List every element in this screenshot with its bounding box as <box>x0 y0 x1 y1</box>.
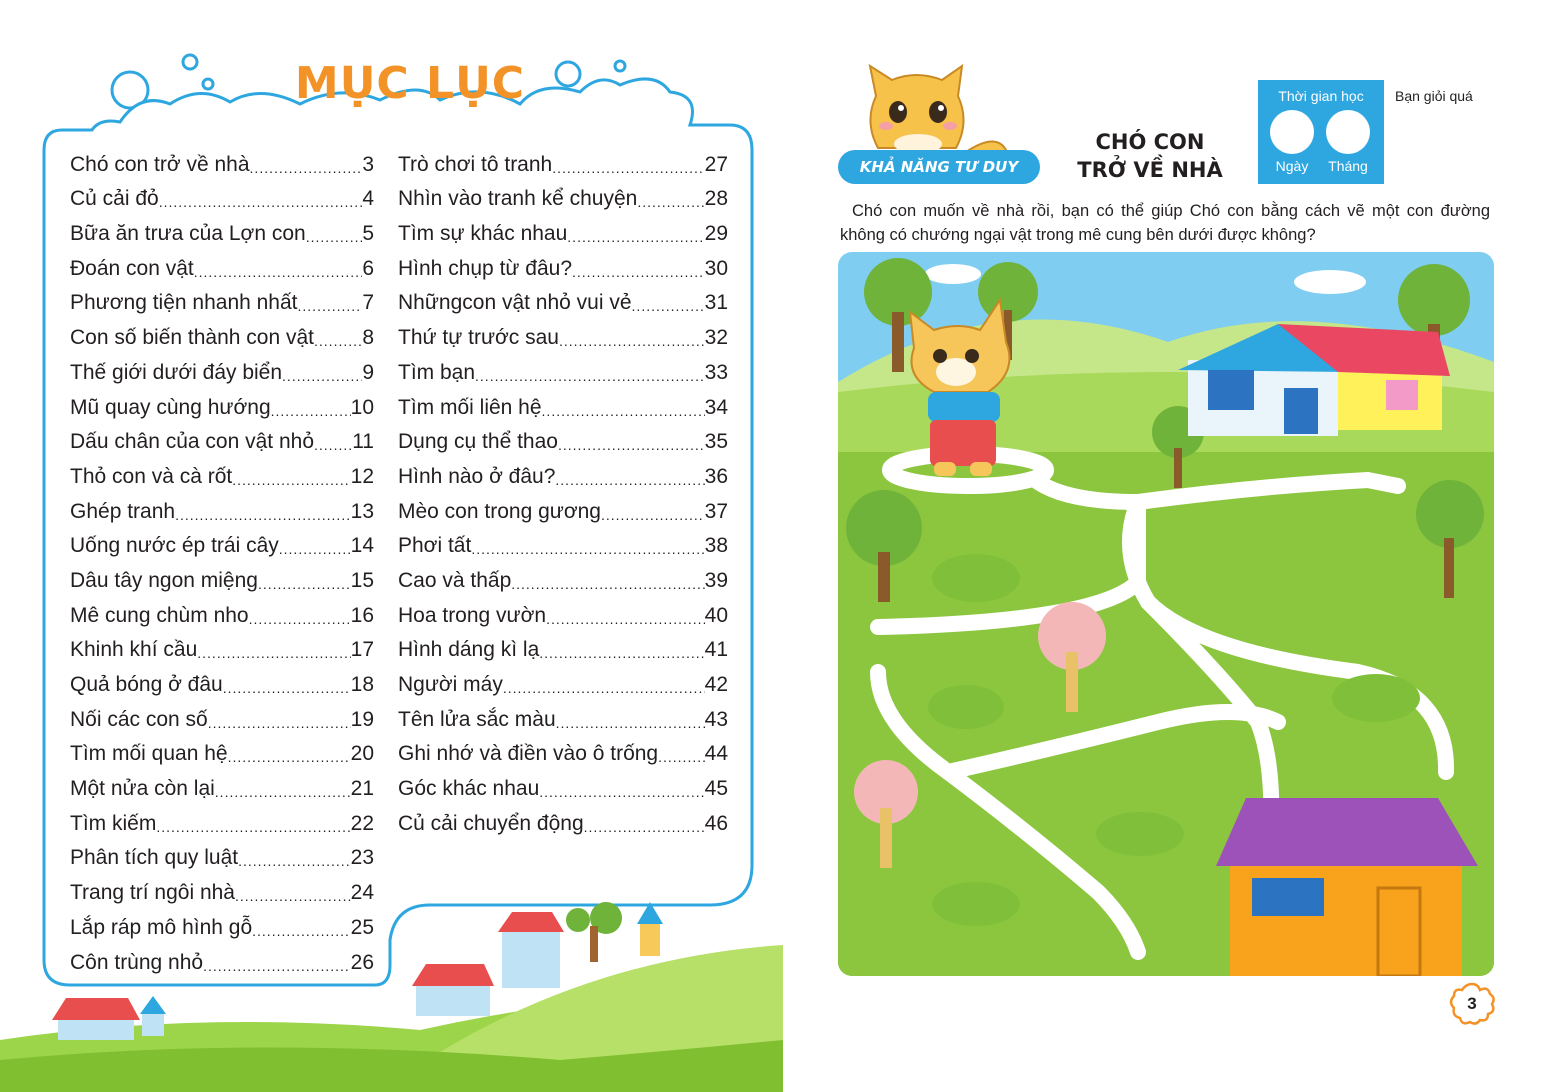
toc-entry-title: Góc khác nhau <box>398 777 540 801</box>
toc-entry-page: 46 <box>704 811 728 835</box>
toc-entry-page: 25 <box>350 915 374 939</box>
toc-leader-dots <box>471 540 704 558</box>
toc-leader-dots <box>601 506 705 524</box>
toc-entry-page: 38 <box>704 534 728 558</box>
toc-leader-dots <box>552 159 704 177</box>
toc-entry <box>70 801 374 836</box>
toc-entry-page: 30 <box>704 256 728 280</box>
toc-entry-page: 31 <box>704 291 728 315</box>
toc-entry-title: Trang trí ngôi nhà <box>70 881 235 905</box>
toc-leader-dots <box>556 714 705 732</box>
toc-entry <box>70 315 374 350</box>
toc-leader-dots <box>238 852 351 870</box>
toc-entry-title: Khinh khí cầu <box>70 638 198 662</box>
toc-entry <box>398 350 728 385</box>
toc-entry-title: Nhữngcon vật nhỏ vui vẻ <box>398 291 632 315</box>
toc-entry <box>398 211 728 246</box>
day-circle[interactable] <box>1270 110 1314 154</box>
toc-entry-title: Hoa trong vườn <box>398 603 547 627</box>
toc-entry-page: 8 <box>362 326 374 350</box>
toc-entry-title: Mũ quay cùng hướng <box>70 395 271 419</box>
toc-entry <box>398 177 728 212</box>
toc-entry <box>398 766 728 801</box>
toc-entry <box>70 766 374 801</box>
toc-entry-title: Thỏ con và cà rốt <box>70 464 233 488</box>
toc-entry <box>70 142 374 177</box>
toc-entry-page: 39 <box>704 568 728 592</box>
toc-leader-dots <box>542 402 705 420</box>
toc-entry-title: Tìm kiếm <box>70 811 157 835</box>
toc-leader-dots <box>298 297 363 315</box>
toc-entry-title: Hình chụp từ đâu? <box>398 256 573 280</box>
toc-entry <box>70 350 374 385</box>
toc-entry-page: 19 <box>350 707 374 731</box>
toc-leader-dots <box>235 887 351 905</box>
toc-entry-page: 5 <box>362 222 374 246</box>
toc-entry-page: 9 <box>362 360 374 384</box>
toc-leader-dots <box>215 783 351 801</box>
toc-entry <box>70 836 374 871</box>
toc-leader-dots <box>159 193 363 211</box>
toc-entry <box>398 489 728 524</box>
toc-leader-dots <box>258 575 351 593</box>
toc-column-1 <box>70 142 374 975</box>
toc-entry <box>398 281 728 316</box>
toc-leader-dots <box>271 402 351 420</box>
toc-entry <box>398 662 728 697</box>
toc-entry <box>398 454 728 489</box>
toc-entry-page: 35 <box>704 430 728 454</box>
toc-leader-dots <box>249 610 351 628</box>
toc-entry-page: 40 <box>704 603 728 627</box>
toc-entry-title: Người máy <box>398 673 503 696</box>
toc-entry-page: 20 <box>350 742 374 766</box>
toc-entry-page: 28 <box>704 187 728 211</box>
toc-entry-title: Dâu tây ngon miệng <box>70 568 258 592</box>
toc-entry-page: 32 <box>704 326 728 350</box>
toc-entry <box>398 315 728 350</box>
toc-entry <box>70 940 374 975</box>
toc-entry-page: 12 <box>350 464 374 488</box>
toc-entry-page: 21 <box>350 777 374 801</box>
toc-entry <box>398 385 728 420</box>
toc-entry <box>70 420 374 455</box>
toc-leader-dots <box>203 957 351 975</box>
toc-entry-title: Bữa ăn trưa của Lợn con <box>70 222 306 246</box>
toc-entry-title: Ghép tranh <box>70 499 176 523</box>
lesson-title <box>1070 128 1230 184</box>
toc-entry-page: 26 <box>350 950 374 974</box>
toc-entry-page: 16 <box>350 603 374 627</box>
toc-entry <box>70 732 374 767</box>
toc-entry <box>70 905 374 940</box>
toc-leader-dots <box>558 436 705 454</box>
toc-entry-page: 41 <box>704 638 728 662</box>
toc-entry-page: 17 <box>350 638 374 662</box>
toc-entry <box>70 385 374 420</box>
toc-entry-page: 7 <box>362 291 374 315</box>
toc-leader-dots <box>223 679 351 697</box>
lesson-title-line2: TRỞ VỀ NHÀ <box>1077 158 1223 182</box>
toc-entry-page: 27 <box>704 152 728 176</box>
toc-leader-dots <box>306 228 363 246</box>
toc-entry-title: Phơi tất <box>398 534 472 558</box>
toc-column-2 <box>398 142 728 836</box>
toc-entry <box>398 697 728 732</box>
toc-entry <box>70 177 374 212</box>
toc-entry <box>398 801 728 836</box>
toc-leader-dots <box>250 159 363 177</box>
month-circle[interactable] <box>1326 110 1370 154</box>
toc-entry-title: Côn trùng nhỏ <box>70 950 204 974</box>
toc-entry-title: Chó con trở về nhà <box>70 152 250 176</box>
toc-leader-dots <box>567 228 704 246</box>
toc-entry <box>70 524 374 559</box>
toc-leader-dots <box>175 506 351 524</box>
toc-leader-dots <box>658 748 705 766</box>
toc-entry <box>398 524 728 559</box>
toc-leader-dots <box>511 575 704 593</box>
toc-leader-dots <box>572 263 705 281</box>
skill-banner: KHẢ NĂNG TƯ DUY <box>838 150 1040 184</box>
toc-entry-title: Dấu chân của con vật nhỏ <box>70 430 315 454</box>
toc-entry-page: 6 <box>362 256 374 280</box>
toc-leader-dots <box>539 783 704 801</box>
toc-entry <box>70 211 374 246</box>
study-time-label: Thời gian học <box>1278 88 1364 104</box>
toc-title: MỤC LỤC <box>294 58 526 109</box>
toc-entry <box>70 454 374 489</box>
toc-entry-page: 24 <box>350 881 374 905</box>
toc-leader-dots <box>228 748 351 766</box>
toc-leader-dots <box>475 367 705 385</box>
toc-entry-page: 43 <box>704 707 728 731</box>
toc-entry <box>70 558 374 593</box>
toc-entry <box>398 420 728 455</box>
toc-leader-dots <box>555 471 704 489</box>
toc-entry-title: Tìm sự khác nhau <box>398 222 568 246</box>
toc-entry-title: Ghi nhớ và điền vào ô trống <box>398 742 659 766</box>
toc-entry-page: 44 <box>704 742 728 766</box>
toc-leader-dots <box>314 436 352 454</box>
toc-leader-dots <box>632 297 705 315</box>
toc-entry <box>70 489 374 524</box>
toc-entry-page: 13 <box>350 499 374 523</box>
study-time-box <box>1258 80 1384 184</box>
toc-leader-dots <box>559 332 705 350</box>
toc-entry-page: 22 <box>350 811 374 835</box>
toc-entry-title: Củ cải chuyển động <box>398 811 584 835</box>
toc-entry-title: Nhìn vào tranh kể chuyện <box>398 187 638 211</box>
praise-label: Bạn giỏi quá <box>1395 88 1473 104</box>
toc-leader-dots <box>503 679 705 697</box>
toc-entry <box>70 628 374 663</box>
toc-leader-dots <box>539 644 704 662</box>
toc-entry-title: Thế giới dưới đáy biển <box>70 360 283 384</box>
toc-entry <box>70 697 374 732</box>
toc-entry-title: Hình nào ở đâu? <box>398 464 556 488</box>
toc-entry-title: Đoán con vật <box>70 256 194 280</box>
toc-entry-title: Nối các con số <box>70 707 208 731</box>
toc-entry-title: Tìm mối quan hệ <box>70 742 228 766</box>
toc-entry <box>70 870 374 905</box>
instruction-text: Chó con muốn về nhà rồi, bạn có thể giúp Chó con bằng cách vẽ một con đường không có chướng ngại vật trong mê cung bên dưới được không? <box>840 202 1490 244</box>
toc-entry-page: 3 <box>362 152 374 176</box>
toc-entry-title: Con số biến thành con vật <box>70 326 315 350</box>
toc-entry-page: 45 <box>704 777 728 801</box>
toc-entry <box>70 281 374 316</box>
day-label: Ngày <box>1275 158 1309 174</box>
toc-entry-title: Mê cung chùm nho <box>70 603 249 627</box>
toc-entry-page: 34 <box>704 395 728 419</box>
toc-leader-dots <box>232 471 350 489</box>
toc-entry-title: Lắp ráp mô hình gỗ <box>70 915 253 939</box>
toc-entry <box>70 662 374 697</box>
maze-illustration <box>838 252 1494 976</box>
cat-mascot-illustration <box>846 62 1016 162</box>
toc-leader-dots <box>156 818 350 836</box>
toc-entry-title: Quả bóng ở đâu <box>70 673 223 696</box>
toc-entry-title: Một nửa còn lại <box>70 777 215 801</box>
toc-entry-page: 36 <box>704 464 728 488</box>
toc-entry-page: 33 <box>704 360 728 384</box>
toc-entry <box>398 593 728 628</box>
toc-leader-dots <box>637 193 704 211</box>
toc-entry-page: 15 <box>350 568 374 592</box>
toc-entry-title: Tìm mối liên hệ <box>398 395 542 419</box>
toc-entry-page: 23 <box>350 846 374 870</box>
toc-entry-page: 4 <box>362 187 374 211</box>
toc-entry <box>398 142 728 177</box>
toc-entry <box>398 628 728 663</box>
toc-entry-title: Dụng cụ thể thao <box>398 430 558 454</box>
toc-entry-title: Mèo con trong gương <box>398 499 601 523</box>
toc-entry-title: Củ cải đỏ <box>70 187 159 211</box>
lesson-title-line1: CHÓ CON <box>1095 130 1205 154</box>
month-label: Tháng <box>1328 158 1368 174</box>
toc-entry <box>398 246 728 281</box>
toc-leader-dots <box>314 332 362 350</box>
toc-leader-dots <box>252 922 351 940</box>
toc-entry-page: 10 <box>350 395 374 419</box>
toc-entry-page: 37 <box>704 499 728 523</box>
toc-entry-page: 11 <box>352 430 374 454</box>
toc-entry-title: Phân tích quy luật <box>70 846 239 870</box>
toc-entry-page: 42 <box>704 673 728 696</box>
toc-entry-title: Uống nước ép trái cây <box>70 534 279 558</box>
toc-leader-dots <box>282 367 362 385</box>
toc-entry-title: Trò chơi tô tranh <box>398 152 553 176</box>
toc-entry <box>398 558 728 593</box>
page-number: 3 <box>1467 994 1477 1013</box>
toc-entry-title: Hình dáng kì lạ <box>398 638 540 662</box>
goal-house-illustration <box>1216 798 1478 976</box>
toc-leader-dots <box>208 714 351 732</box>
toc-entry <box>398 732 728 767</box>
toc-leader-dots <box>279 540 351 558</box>
toc-leader-dots <box>197 644 350 662</box>
toc-entry-title: Cao và thấp <box>398 568 512 592</box>
toc-entry <box>70 593 374 628</box>
toc-entry-page: 18 <box>350 673 374 696</box>
toc-entry-title: Phương tiện nhanh nhất <box>70 291 298 315</box>
toc-entry-title: Tìm bạn <box>398 360 476 384</box>
toc-leader-dots <box>194 263 363 281</box>
toc-leader-dots <box>584 818 705 836</box>
toc-entry-page: 14 <box>350 534 374 558</box>
toc-entry-title: Tên lửa sắc màu <box>398 707 556 731</box>
toc-entry-title: Thứ tự trước sau <box>398 326 559 350</box>
toc-entry <box>70 246 374 281</box>
toc-leader-dots <box>546 610 705 628</box>
house-illustration <box>58 1018 134 1040</box>
toc-entry-page: 29 <box>704 222 728 246</box>
